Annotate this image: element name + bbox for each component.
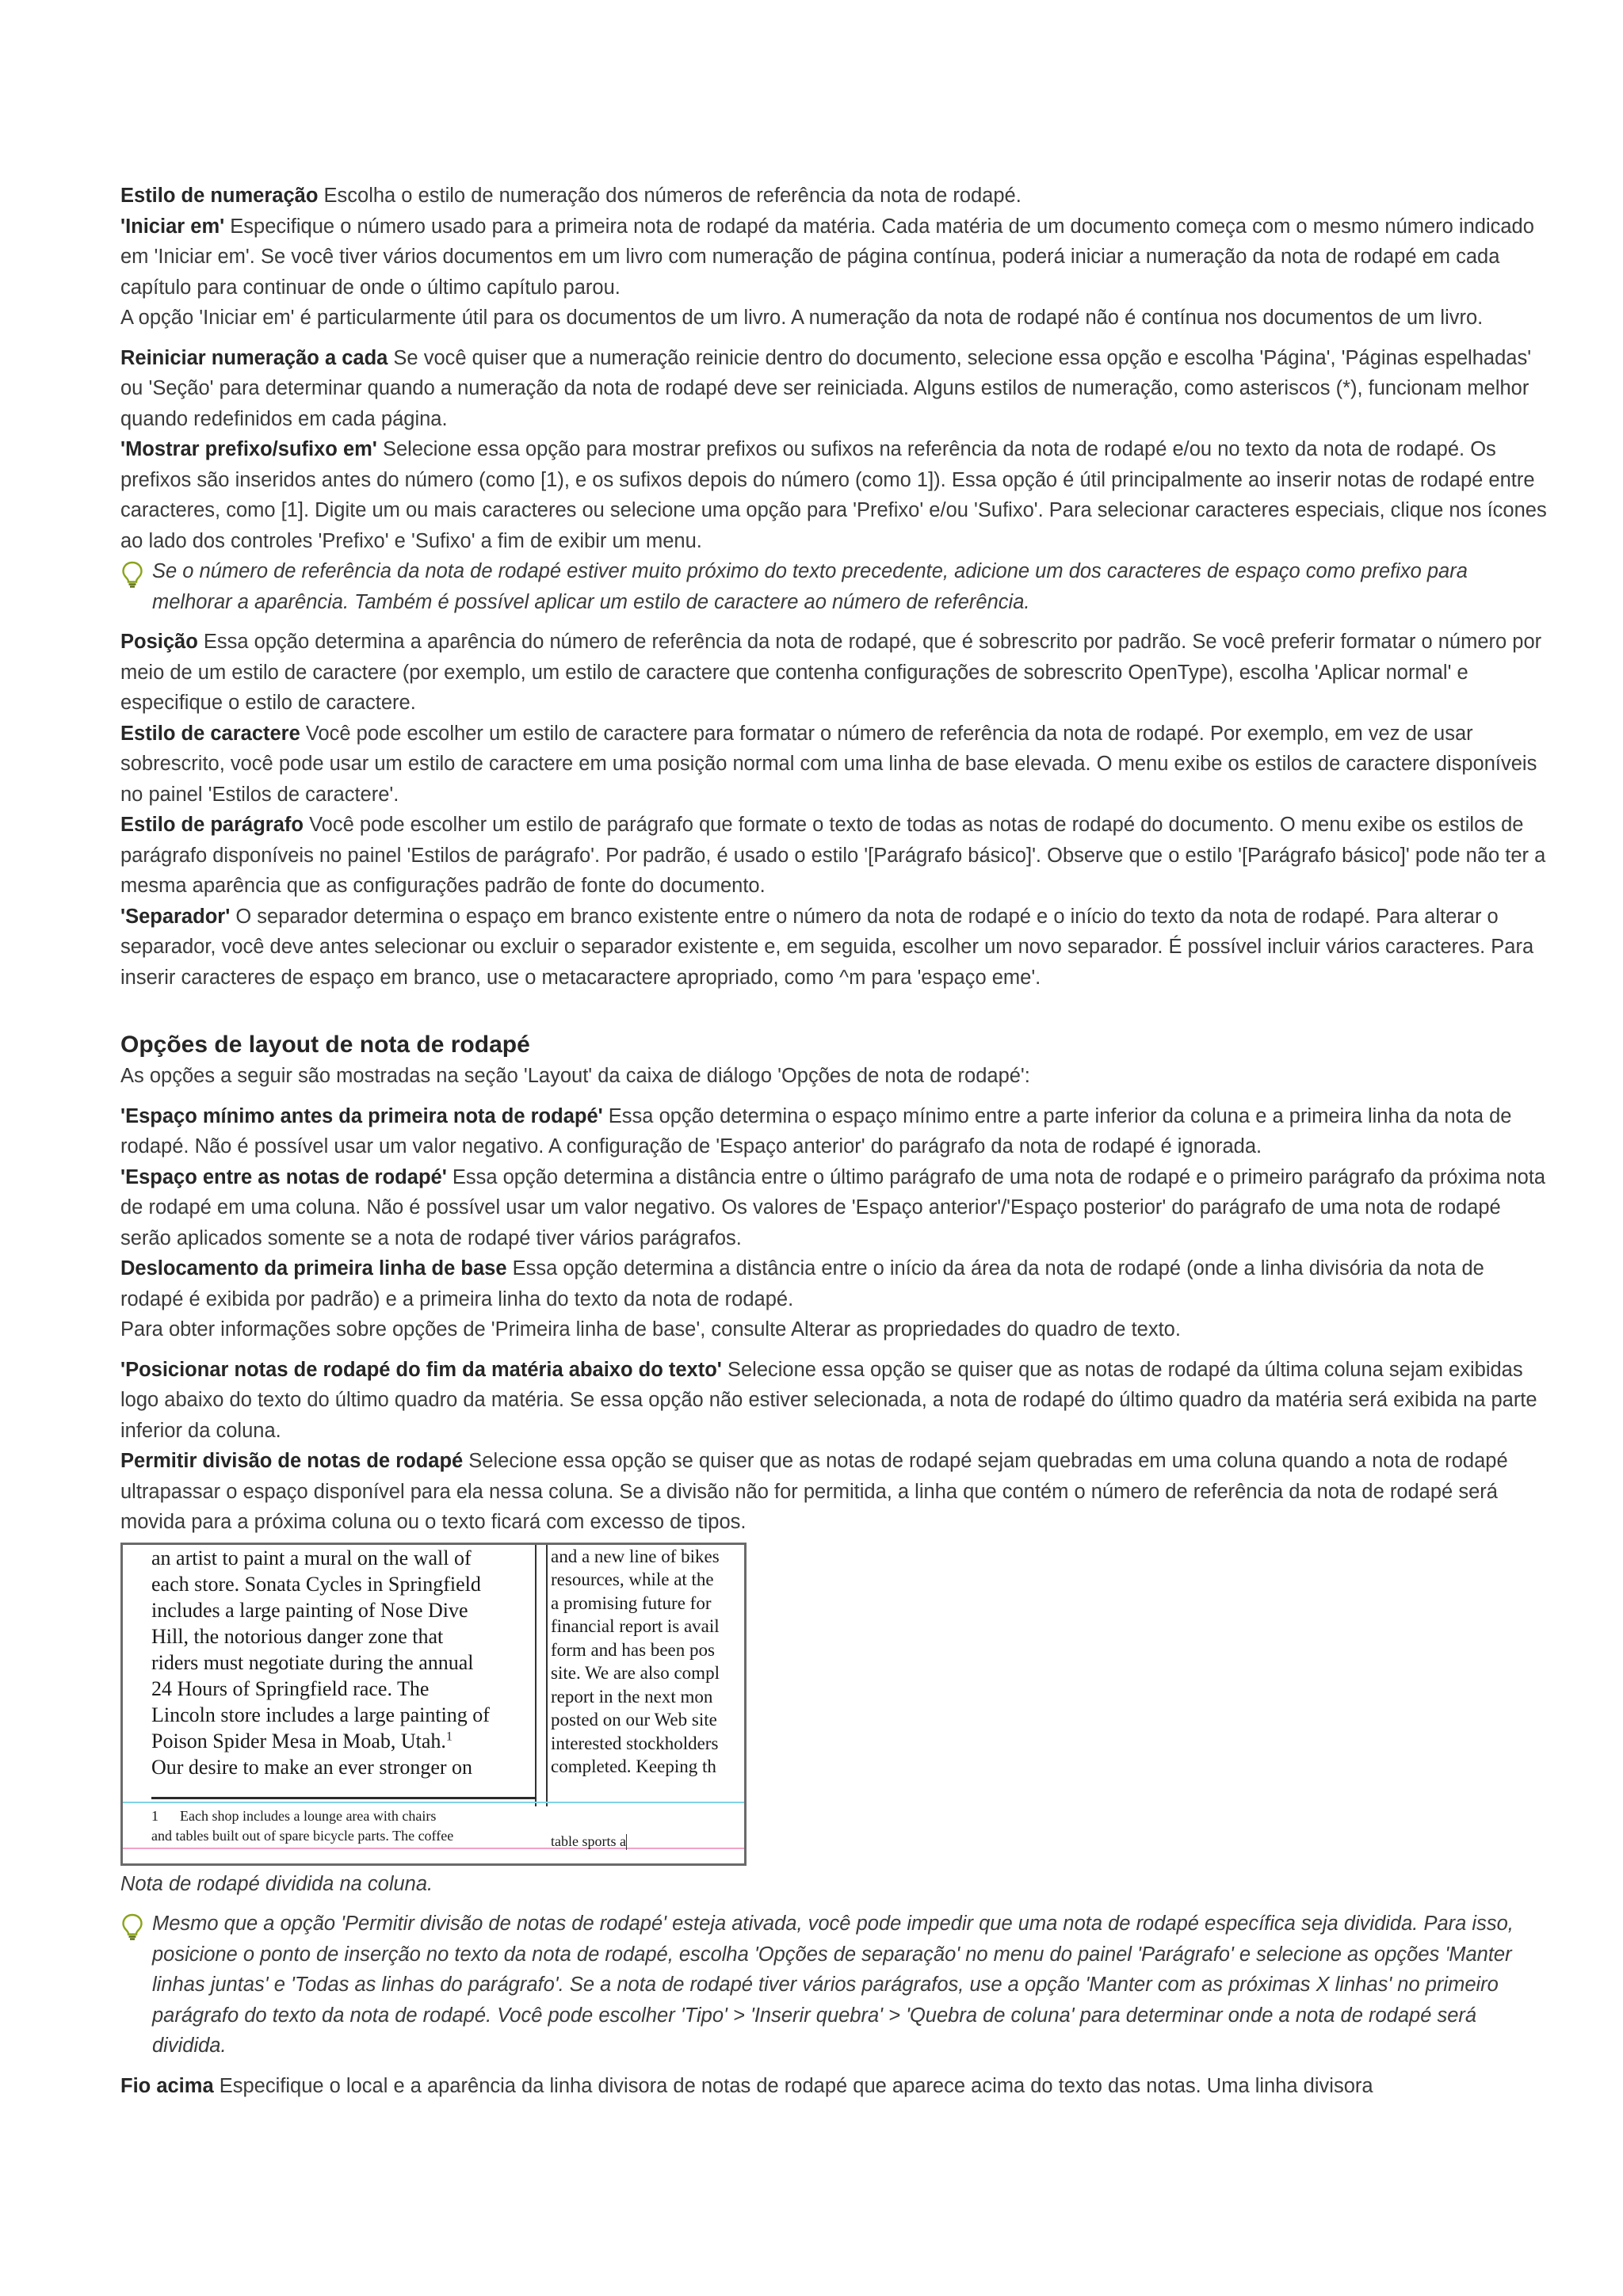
tip-text: Se o número de referência da nota de rodapé estiver muito próximo do texto precedente, adicione um dos caracteres de espaço como prefixo para melhorar a aparência. Também é possível aplicar um estilo de caractere ao número de referência. <box>152 560 1468 613</box>
term: 'Separador' <box>120 905 231 928</box>
guide-line <box>123 1848 744 1849</box>
guide-line <box>123 1802 744 1803</box>
term: Estilo de numeração <box>120 185 319 207</box>
tip-prefix <box>120 556 1547 617</box>
description: Especifique o número usado para a primeira nota de rodapé da matéria. Cada matéria de um documento começa com o mesmo número indicado em 'Iniciar em'. Se você tiver vários documentos em um livro com numeração de página contínua, poderá iniciar a numeração da nota de rodapé em cada capítulo para continuar de onde o último capítulo parou. <box>120 215 1534 299</box>
description: Se você quiser que a numeração reinicie dentro do documento, selecione essa opção e escolha 'Página', 'Páginas espelhadas' ou 'Seção' para determinar quando a numeração da nota de rodapé deve ser reiniciada. Alguns estilos de numeração, como asteriscos (*), funcionam melhor quando redefinidos em cada página. <box>120 346 1532 430</box>
figure-line: and a new line of bikes <box>551 1546 720 1566</box>
paragraph-estilo-caractere <box>120 719 1547 810</box>
term: 'Iniciar em' <box>120 215 225 238</box>
figure-line-text: Poison Spider Mesa in Moab, Utah. <box>151 1729 446 1753</box>
paragraph-permitir-divisao <box>120 1446 1547 1538</box>
paragraph-primeira-linha-base <box>120 1314 1547 1345</box>
figure-line <box>151 1728 524 1754</box>
term: Estilo de caractere <box>120 722 300 745</box>
description: Para obter informações sobre opções de 'Primeira linha de base', consulte Alterar as propriedades do quadro de texto. <box>120 1318 1181 1341</box>
figure-line: form and has been pos <box>551 1639 715 1660</box>
figure-line: 24 Hours of Springfield race. The <box>151 1676 430 1700</box>
figure-line: site. We are also compl <box>551 1663 720 1683</box>
figure-left-column <box>151 1545 524 1780</box>
footnote-line: 1 Each shop includes a lounge area with chairs <box>151 1807 437 1824</box>
description: Selecione essa opção para mostrar prefixos ou sufixos na referência da nota de rodapé e/ou no texto da nota de rodapé. Os prefixos são inseridos antes do número (como [1), e os sufixos depois do número (como 1]). Essa opção é útil principalmente ao inserir notas de rodapé entre caracteres, como [1]. Digite um ou mais caracteres ou selecione uma opção para 'Prefixo' e/ou 'Sufixo'. Para selecionar caracteres especiais, clique nos ícones ao lado dos controles 'Prefixo' e 'Sufixo' a fim de exibir um menu. <box>120 438 1547 552</box>
figure-line: resources, while at the <box>551 1569 714 1589</box>
figure-line: includes a large painting of Nose Dive <box>151 1598 468 1622</box>
footnote-text-right <box>551 1832 627 1852</box>
lightbulb-icon <box>120 561 144 588</box>
tip-split <box>120 1909 1547 2061</box>
paragraph-espaco-entre <box>120 1162 1547 1254</box>
figure-line: each store. Sonata Cycles in Springfield <box>151 1572 481 1596</box>
description: Você pode escolher um estilo de caractere para formatar o número de referência da nota de rodapé. Por exemplo, em vez de usar sobrescrito, você pode usar um estilo de caractere em uma posição normal com uma linha de base elevada. O menu exibe os estilos de caractere disponíveis no painel 'Estilos de caractere'. <box>120 722 1537 806</box>
footnote-divider-rule <box>151 1797 537 1799</box>
lightbulb-icon <box>120 1913 144 1940</box>
figure-line: a promising future for <box>551 1592 712 1613</box>
paragraph-iniciar-em <box>120 212 1547 303</box>
description: Essa opção determina a aparência do número de referência da nota de rodapé, que é sobrescrito por padrão. Se você preferir formatar o número por meio de um estilo de caractere (por exemplo, um estilo de caractere que contenha configurações de sobrescrito OpenType), escolha 'Aplicar normal' e especifique o estilo de caractere. <box>120 631 1542 714</box>
paragraph-mostrar-prefixo <box>120 434 1547 556</box>
description: Você pode escolher um estilo de parágrafo que formate o texto de todas as notas de rodapé do documento. O menu exibe os estilos de parágrafo disponíveis no painel 'Estilos de parágrafo'. Por padrão, é usado o estilo '[Parágrafo básico]'. Observe que o estilo '[Parágrafo básico]' pode não ter a mesma aparência que as configurações padrão de fonte do documento. <box>120 814 1546 897</box>
figure-line: Our desire to make an ever stronger on <box>151 1755 473 1779</box>
figure-line: posted on our Web site <box>551 1710 717 1730</box>
description: Essa opção determina a distância entre o último parágrafo de uma nota de rodapé e o primeiro parágrafo da próxima nota de rodapé em uma coluna. Não é possível usar um valor negativo. Os valores de 'Espaço anterior'/'Espaço posterior' do parágrafo de uma nota de rodapé serão aplicados somente se a nota de rodapé tiver vários parágrafos. <box>120 1165 1546 1249</box>
term: Estilo de parágrafo <box>120 814 304 836</box>
figure-caption: Nota de rodapé dividida na coluna. <box>120 1872 433 1895</box>
paragraph-estilo-numeracao <box>120 181 1547 212</box>
paragraph-separador <box>120 902 1547 994</box>
figure-line: financial report is avail <box>551 1616 720 1636</box>
description: Selecione essa opção se quiser que as notas de rodapé sejam quebradas em uma coluna quando a nota de rodapé ultrapassar o espaço disponível para ela nessa coluna. Se a divisão não for permitida, a linha que contém o número de referência da nota de rodapé será movida para a próxima coluna ou o texto ficará com excesso de tipos. <box>120 1450 1508 1533</box>
description: O separador determina o espaço em branco existente entre o número da nota de rodapé e o início do texto da nota de rodapé. Para alterar o separador, você deve antes selecionar ou excluir o separador existente e, em seguida, escolher um novo separador. É possível incluir vários caracteres. Para inserir caracteres de espaço em branco, use o metacaractere apropriado, como ^m para 'espaço eme'. <box>120 905 1534 989</box>
paragraph-espaco-minimo <box>120 1101 1547 1162</box>
column-edge <box>546 1545 548 1806</box>
paragraph-fio-acima <box>120 2071 1547 2102</box>
term: Reiniciar numeração a cada <box>120 346 388 369</box>
figure-line: Hill, the notorious danger zone that <box>151 1624 444 1648</box>
figure-right-column <box>551 1545 744 1779</box>
term: 'Mostrar prefixo/sufixo em' <box>120 438 377 460</box>
paragraph-posicao <box>120 627 1547 719</box>
term: 'Espaço entre as notas de rodapé' <box>120 1165 447 1188</box>
paragraph-deslocamento <box>120 1253 1547 1314</box>
figure-line: interested stockholders <box>551 1733 719 1753</box>
paragraph-reiniciar-numeracao <box>120 343 1547 435</box>
description: Especifique o local e a aparência da linha divisora de notas de rodapé que aparece acima do texto das notas. Uma linha divisora <box>213 2074 1373 2097</box>
tip-text: Mesmo que a opção 'Permitir divisão de notas de rodapé' esteja ativada, você pode impedir que uma nota de rodapé específica seja dividida. Para isso, posicione o ponto de inserção no texto da nota de rodapé, escolha 'Opções de separação' no menu do painel 'Parágrafo' e selecione as opções 'Manter linhas juntas' e 'Todas as linhas do parágrafo'. Se a nota de rodapé tiver vários parágrafos, use a opção 'Manter com as próximas X linhas' no primeiro parágrafo do texto da nota de rodapé. Você pode escolher 'Tipo' > 'Inserir quebra' > 'Quebra de coluna' para determinar onde a nota de rodapé será dividida. <box>152 1913 1514 2057</box>
description: Essa opção determina o espaço mínimo entre a parte inferior da coluna e a primeira linha da nota de rodapé. Não é possível usar um valor negativo. A configuração de 'Espaço anterior' do parágrafo da nota de rodapé é ignorada. <box>120 1104 1512 1158</box>
figure-line: riders must negotiate during the annual <box>151 1650 474 1674</box>
figure-line: completed. Keeping th <box>551 1756 716 1776</box>
document-body <box>120 181 1547 2101</box>
paragraph-posicionar-notas <box>120 1355 1547 1447</box>
term: Permitir divisão de notas de rodapé <box>120 1450 464 1472</box>
footnote-line: and tables built out of spare bicycle parts. The coffee <box>151 1827 454 1844</box>
footnote-text-left <box>151 1806 453 1846</box>
section-heading: Opções de layout de nota de rodapé <box>120 1032 530 1058</box>
figure-line: Lincoln store includes a large painting of <box>151 1703 490 1726</box>
footnote-reference-number: 1 <box>445 1729 453 1743</box>
description: Selecione essa opção se quiser que as notas de rodapé da última coluna sejam exibidas logo abaixo do texto do último quadro da matéria. Se essa opção não estiver selecionada, a nota de rodapé do último quadro da matéria será exibida na parte inferior da coluna. <box>120 1358 1537 1442</box>
term: 'Espaço mínimo antes da primeira nota de rodapé' <box>120 1104 603 1127</box>
footnote-split-figure <box>120 1543 747 1866</box>
figure-line: report in the next mon <box>551 1686 713 1707</box>
term: Posição <box>120 631 198 653</box>
term: Deslocamento da primeira linha de base <box>120 1257 507 1280</box>
text-cursor <box>626 1834 627 1850</box>
description: A opção 'Iniciar em' é particularmente útil para os documentos de um livro. A numeração da nota de rodapé não é contínua nos documentos de um livro. <box>120 307 1484 329</box>
section-intro: As opções a seguir são mostradas na seção 'Layout' da caixa de diálogo 'Opções de nota de rodapé': <box>120 1065 1030 1087</box>
column-edge <box>535 1545 537 1806</box>
description: Essa opção determina a distância entre o início da área da nota de rodapé (onde a linha divisória da nota de rodapé é exibida por padrão) e a primeira linha do texto da nota de rodapé. <box>120 1257 1484 1310</box>
term: 'Posicionar notas de rodapé do fim da matéria abaixo do texto' <box>120 1358 722 1381</box>
footnote-line: table sports a <box>551 1833 626 1849</box>
paragraph-estilo-paragrafo <box>120 810 1547 902</box>
term: Fio acima <box>120 2074 214 2097</box>
description: Escolha o estilo de numeração dos números de referência da nota de rodapé. <box>318 185 1022 207</box>
figure-line: an artist to paint a mural on the wall of <box>151 1546 472 1569</box>
paragraph-iniciar-em-note <box>120 303 1547 334</box>
